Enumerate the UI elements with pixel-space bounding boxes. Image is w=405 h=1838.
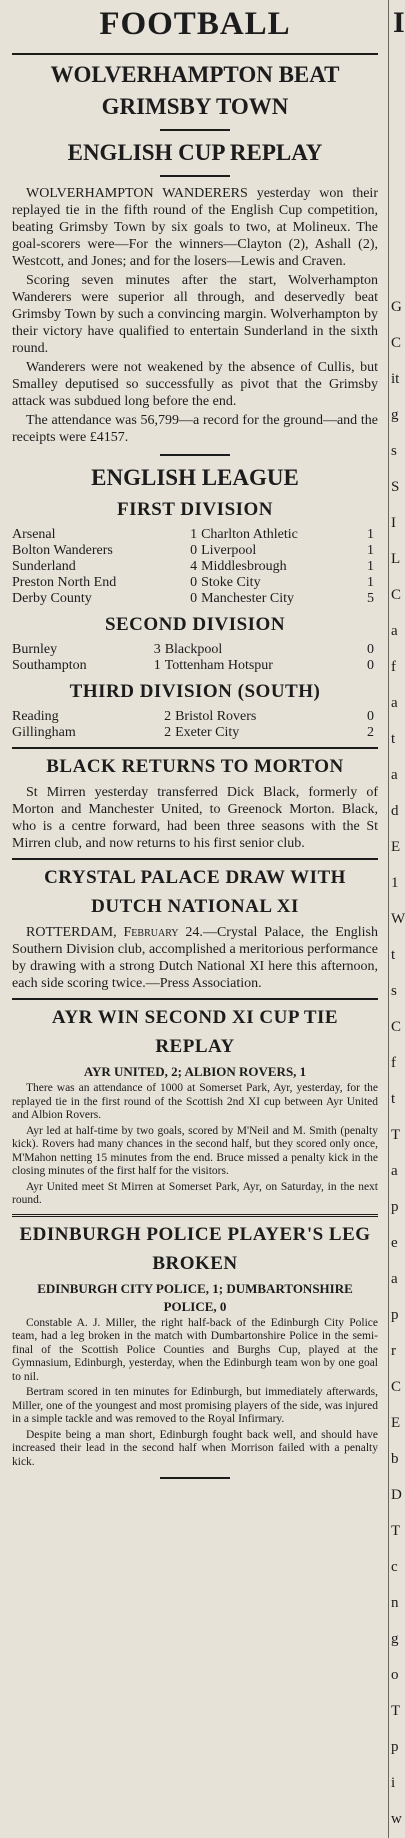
edge-glyph: p xyxy=(391,1199,399,1215)
divider xyxy=(12,998,378,1000)
headline-line-1: EDINBURGH POLICE PLAYER'S LEG xyxy=(19,1223,371,1245)
home-team: Bolton Wanderers xyxy=(12,543,113,558)
away-team: Stoke City xyxy=(201,575,261,590)
result-row xyxy=(12,709,378,725)
results-table xyxy=(12,527,378,607)
home-team: Reading xyxy=(12,709,59,724)
edge-glyph: p xyxy=(391,1739,399,1755)
away-score: 0 xyxy=(367,658,374,673)
edge-glyph: G xyxy=(391,299,402,315)
adjacent-column-edge xyxy=(388,0,404,1838)
edge-glyph: i xyxy=(391,1775,396,1791)
result-row xyxy=(12,527,378,543)
article-paragraph: There was an attendance of 1000 at Somerset Park, Ayr, yesterday, for the replayed tie in the first round of the Scottish 2nd XI cup between Ayr United and Albion Rovers. xyxy=(12,1082,378,1121)
edge-glyph: L xyxy=(391,551,401,567)
headline-line-1: AYR WIN SECOND XI CUP TIE xyxy=(51,1007,339,1028)
article-paragraph: Constable A. J. Miller, the right half-back of the Edinburgh City Police team, had a leg broken in the match with Dumbartonshire Police in the semi-final of the Scottish Police Counties and Burghs Cup, played at the Gymnasium, Edinburgh, yesterday, when the Edinburgh team won by one goal to nil. xyxy=(12,1316,378,1383)
article-paragraph: Scoring seven minutes after the start, Wolverhampton Wanderers were superior all through, and deservedly beat Grimsby Town by such a convincing margin. Wolverhampton by their victory have qualified to entertain Sunderland in the sixth round. xyxy=(12,273,378,356)
edge-glyph: E xyxy=(391,1415,401,1431)
paragraph-text: yesterday won their replayed tie in the fifth round of the English Cup competition, beating Grimsby Town by six goals to two, at Molineux. The goal-scorers were—For the winners—Clayton (2), Ashall (2), Westcott, and Jones; and for the losers—Lewis and Craven. xyxy=(12,186,378,269)
edge-glyph: r xyxy=(391,1343,396,1359)
home-score: 3 xyxy=(153,642,161,657)
away-team: Tottenham Hotspur xyxy=(164,658,273,673)
edge-glyph: d xyxy=(391,803,399,819)
divider xyxy=(160,175,230,177)
score-line: AYR UNITED, 2; ALBION ROVERS, 1 xyxy=(83,1064,307,1079)
headline-line-1: CRYSTAL PALACE DRAW WITH xyxy=(44,867,346,888)
home-team: Preston North End xyxy=(12,575,117,590)
edge-capital: I xyxy=(393,6,405,39)
article-paragraph xyxy=(12,924,378,992)
league-title: ENGLISH LEAGUE xyxy=(91,465,299,490)
away-score: 1 xyxy=(367,543,374,558)
home-team: Gillingham xyxy=(12,725,76,740)
headline-line-2: GRIMSBY TOWN xyxy=(101,94,289,119)
away-team: Middlesbrough xyxy=(201,559,287,574)
edge-glyph: C xyxy=(391,335,402,351)
home-score: 0 xyxy=(190,575,198,590)
away-team: Blackpool xyxy=(164,642,223,657)
section-title: FOOTBALL xyxy=(99,6,291,42)
headline: BLACK RETURNS TO MORTON xyxy=(46,756,344,777)
edge-glyph: g xyxy=(391,1631,399,1647)
edge-glyph: e xyxy=(391,1235,398,1251)
edge-glyph: n xyxy=(391,1595,399,1611)
division-title: SECOND DIVISION xyxy=(104,614,286,635)
edge-glyph: C xyxy=(391,1019,402,1035)
edge-glyph: W xyxy=(391,911,405,927)
division-title: FIRST DIVISION xyxy=(116,499,274,520)
edge-glyph: t xyxy=(391,731,396,747)
result-row xyxy=(12,559,378,575)
subhead: ENGLISH CUP REPLAY xyxy=(67,140,323,165)
divider xyxy=(12,858,378,860)
edge-glyph: it xyxy=(391,371,400,387)
result-row xyxy=(12,658,378,674)
article-paragraph xyxy=(12,185,378,270)
edge-glyph: I xyxy=(391,515,396,531)
edge-glyph: g xyxy=(391,407,399,423)
home-score: 0 xyxy=(190,543,198,558)
away-score: 0 xyxy=(367,642,374,657)
home-score: 2 xyxy=(164,709,172,724)
article-paragraph: St Mirren yesterday transferred Dick Black, formerly of Morton and Manchester United, to Greenock Morton. Black, who is a centre forward, had been three seasons with the St Mirren club, and now returns to his first senior club. xyxy=(12,785,378,851)
result-row xyxy=(12,591,378,607)
score-line-2: POLICE, 0 xyxy=(163,1298,227,1314)
headline-line-2: BROKEN xyxy=(152,1252,238,1274)
home-score: 0 xyxy=(190,591,198,606)
score-line-1: EDINBURGH CITY POLICE, 1; DUMBARTONSHIRE xyxy=(37,1280,353,1296)
away-score: 1 xyxy=(367,559,374,574)
results-table xyxy=(12,709,378,741)
home-score: 1 xyxy=(153,658,161,673)
paragraph-text: —Crystal Palace, the English Southern Division club, accomplished a meritorious performance by drawing with a strong Dutch National XI here this afternoon, each side scoring twice.—Press Association. xyxy=(12,925,378,991)
result-row xyxy=(12,725,378,741)
divider xyxy=(12,747,378,749)
edge-glyph: T xyxy=(391,1703,401,1719)
home-team: Sunderland xyxy=(12,559,76,574)
home-score: 1 xyxy=(190,527,198,542)
home-team: Southampton xyxy=(12,658,87,673)
headline-line-2: DUTCH NATIONAL XI xyxy=(91,896,299,917)
away-team: Manchester City xyxy=(201,591,294,606)
edge-glyph: s xyxy=(391,983,397,999)
home-score: 4 xyxy=(190,559,198,574)
edge-glyph: a xyxy=(391,1271,398,1287)
edge-glyph: 1 xyxy=(391,875,399,891)
away-team: Exeter City xyxy=(175,725,240,740)
away-score: 5 xyxy=(367,591,374,606)
headline-line-1: WOLVERHAMPTON BEAT xyxy=(50,62,340,87)
article-paragraph: Ayr United meet St Mirren at Somerset Park, Ayr, on Saturday, in the next round. xyxy=(12,1180,378,1206)
edge-glyph: D xyxy=(391,1487,402,1503)
edge-glyph: a xyxy=(391,695,398,711)
edge-glyph: a xyxy=(391,1163,398,1179)
edge-glyph: f xyxy=(391,1055,396,1071)
result-row xyxy=(12,543,378,559)
divider xyxy=(12,1214,378,1217)
edge-glyph: b xyxy=(391,1451,399,1467)
edge-glyph: C xyxy=(391,1379,402,1395)
divider xyxy=(160,1477,230,1479)
article-paragraph: Bertram scored in ten minutes for Edinburgh, but immediately afterwards, Miller, one of the youngest and most promising players of the side, was injured in a simple tackle and was removed to the Royal Infirmary. xyxy=(12,1386,378,1425)
away-team: Bristol Rovers xyxy=(175,709,257,724)
divider xyxy=(12,53,378,55)
edge-glyph: w xyxy=(391,1811,402,1827)
division-title: THIRD DIVISION (SOUTH) xyxy=(69,681,321,702)
home-team: Arsenal xyxy=(12,527,56,542)
away-team: Charlton Athletic xyxy=(201,527,298,542)
edge-glyph: t xyxy=(391,1091,396,1107)
edge-glyph: E xyxy=(391,839,401,855)
edge-glyph: a xyxy=(391,623,398,639)
article-paragraph: Wanderers were not weakened by the absence of Cullis, but Smalley deputised so successfully as pivot that the Grimsby attack was subdued long before the end. xyxy=(12,360,378,409)
lead-caps: WOLVERHAMPTON WANDERERS xyxy=(26,186,248,201)
headline-line-2: REPLAY xyxy=(155,1036,235,1057)
away-score: 0 xyxy=(367,709,374,724)
away-score: 2 xyxy=(367,725,374,740)
result-row xyxy=(12,575,378,591)
results-table xyxy=(12,642,378,674)
home-team: Derby County xyxy=(12,591,92,606)
edge-glyph: c xyxy=(391,1559,398,1575)
away-score: 1 xyxy=(367,527,374,542)
edge-glyph: t xyxy=(391,947,396,963)
edge-glyph: C xyxy=(391,587,402,603)
edge-glyph: a xyxy=(391,767,398,783)
edge-glyph: s xyxy=(391,443,397,459)
edge-glyph: p xyxy=(391,1307,399,1323)
edge-glyph: o xyxy=(391,1667,399,1683)
article-paragraph: Despite being a man short, Edinburgh fought back well, and should have increased their lead in the second half when Morrison failed with a penalty kick. xyxy=(12,1428,378,1468)
home-team: Burnley xyxy=(12,642,58,657)
edge-glyph: T xyxy=(391,1127,401,1143)
result-row xyxy=(12,642,378,658)
article-paragraph: Ayr led at half-time by two goals, scored by M'Neil and M. Smith (penalty kick). Rovers had many chances in the second half, but they scored only once, M'Mahon netting 15 minutes from the end. Bruce missed a penalty kick in the closing minutes of the first half for the visitors. xyxy=(12,1124,378,1177)
home-score: 2 xyxy=(164,725,172,740)
divider xyxy=(160,454,230,456)
article-paragraph: The attendance was 56,799—a record for the ground—and the receipts were £4157. xyxy=(12,413,378,445)
divider xyxy=(160,129,230,131)
away-score: 1 xyxy=(367,575,374,590)
edge-glyph: f xyxy=(391,659,396,675)
dateline: ROTTERDAM, February 24. xyxy=(26,925,203,940)
edge-glyph: T xyxy=(391,1523,401,1539)
edge-glyph: S xyxy=(391,479,400,495)
away-team: Liverpool xyxy=(201,543,257,558)
